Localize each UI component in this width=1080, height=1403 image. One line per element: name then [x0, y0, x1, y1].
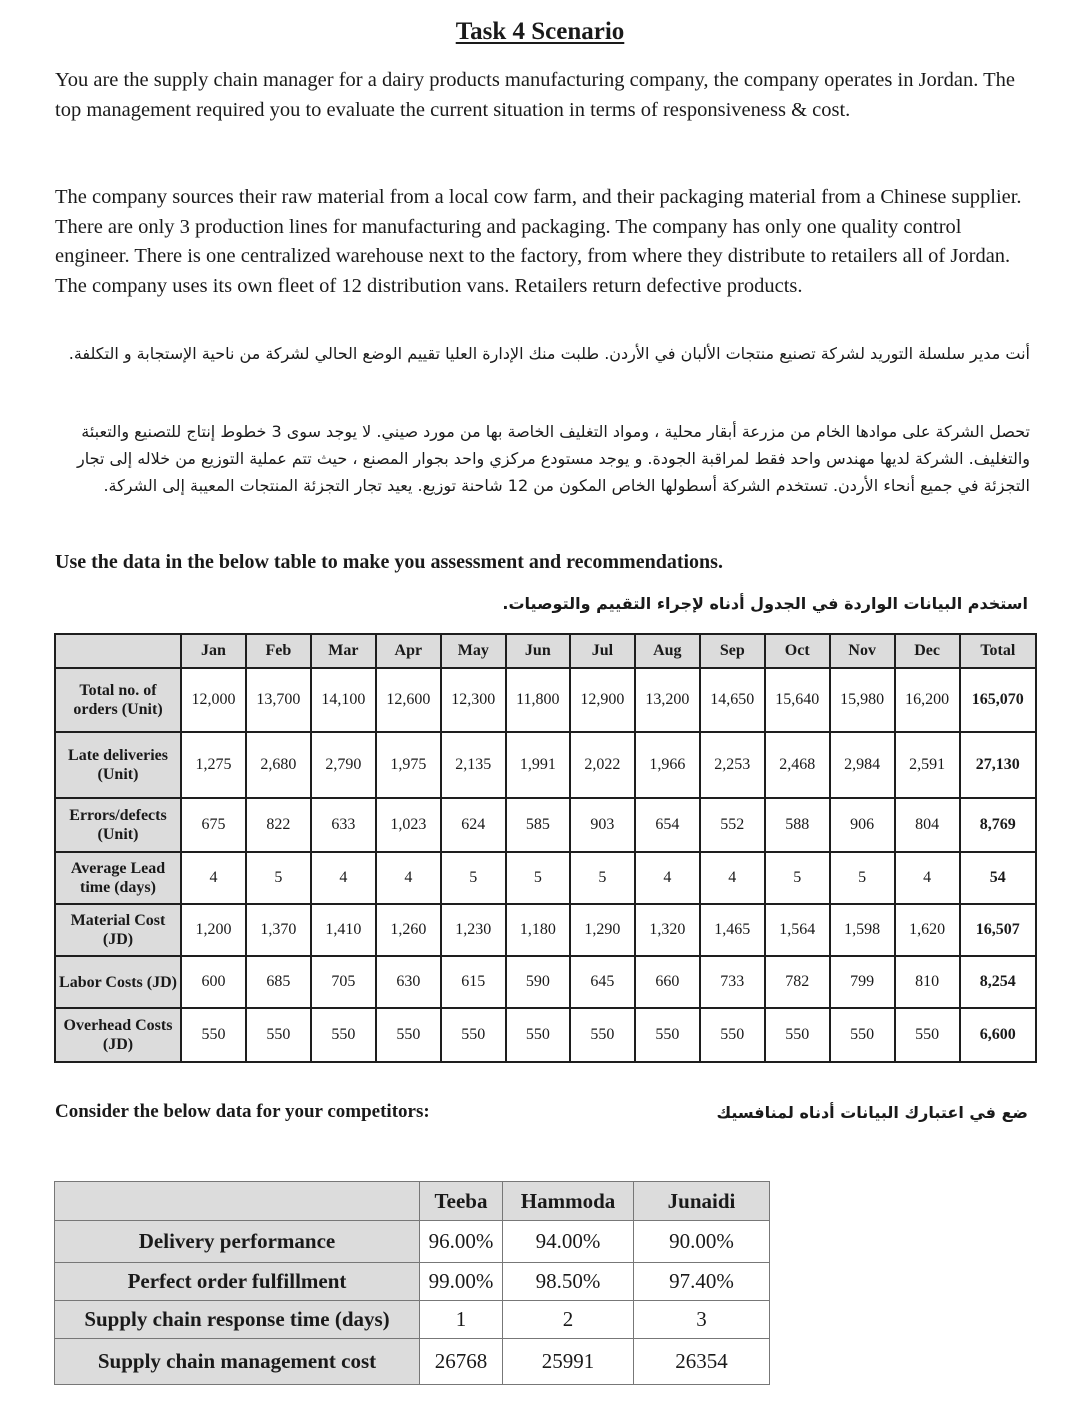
data-cell: 4 [181, 852, 246, 904]
data-cell: 810 [895, 956, 960, 1008]
data-cell: 906 [830, 798, 895, 852]
data-cell: 4 [376, 852, 441, 904]
header-cell: Jun [506, 634, 570, 668]
data-cell: 550 [635, 1008, 700, 1062]
data-cell: 550 [895, 1008, 960, 1062]
table-row [55, 1301, 770, 1339]
data-cell: 804 [895, 798, 960, 852]
row-label: Perfect order fulfillment [55, 1263, 420, 1301]
data-cell: 1,966 [635, 732, 700, 798]
data-cell: 1,290 [570, 904, 635, 956]
data-cell: 2,468 [765, 732, 830, 798]
competitors-intro-en: Consider the below data for your competitors: [55, 1101, 430, 1122]
row-label: Material Cost (JD) [55, 904, 181, 956]
total-cell: 8,254 [960, 956, 1036, 1008]
row-label: Overhead Costs (JD) [55, 1008, 181, 1062]
data-cell: 12,900 [570, 668, 635, 732]
header-cell: Sep [700, 634, 765, 668]
header-cell: Aug [635, 634, 700, 668]
data-cell: 98.50% [503, 1263, 634, 1301]
header-cell: Oct [765, 634, 830, 668]
data-cell: 25991 [503, 1339, 634, 1385]
data-cell: 90.00% [634, 1221, 770, 1263]
data-cell: 14,650 [700, 668, 765, 732]
data-cell: 5 [246, 852, 311, 904]
data-cell: 685 [246, 956, 311, 1008]
header-cell [55, 1182, 420, 1221]
table-row [55, 1008, 1036, 1062]
page-title [0, 18, 1080, 46]
table-row [55, 1221, 770, 1263]
table-header-row [55, 634, 1036, 668]
data-cell: 15,980 [830, 668, 895, 732]
data-cell: 552 [700, 798, 765, 852]
data-cell: 12,600 [376, 668, 441, 732]
data-cell: 1,260 [376, 904, 441, 956]
data-cell: 5 [830, 852, 895, 904]
data-cell: 4 [700, 852, 765, 904]
total-cell: 54 [960, 852, 1036, 904]
table-row [55, 668, 1036, 732]
data-cell: 645 [570, 956, 635, 1008]
data-cell: 5 [570, 852, 635, 904]
data-cell: 550 [830, 1008, 895, 1062]
data-cell: 624 [441, 798, 506, 852]
data-cell: 733 [700, 956, 765, 1008]
data-cell: 4 [635, 852, 700, 904]
data-cell: 2,135 [441, 732, 506, 798]
data-cell: 2,022 [570, 732, 635, 798]
header-cell: Hammoda [503, 1182, 634, 1221]
header-cell: Total [960, 634, 1036, 668]
data-cell: 1,180 [506, 904, 570, 956]
table-row [55, 732, 1036, 798]
data-cell: 3 [634, 1301, 770, 1339]
data-cell: 14,100 [311, 668, 376, 732]
intro-paragraph-en-2: The company sources their raw material from a local cow farm, and their packaging material from a Chinese supplier. There are only 3 production lines for manufacturing and packaging. The company has only one quality control engineer. There is one centralized warehouse next to the factory, from where they distribute to retailers all of Jordan. The company uses its own fleet of 12 distribution vans. Retailers return defective products. [55, 186, 1022, 297]
competitor-table [54, 1181, 770, 1385]
total-cell: 6,600 [960, 1008, 1036, 1062]
data-cell: 675 [181, 798, 246, 852]
data-cell: 550 [246, 1008, 311, 1062]
data-cell: 12,000 [181, 668, 246, 732]
data-cell: 15,640 [765, 668, 830, 732]
data-cell: 550 [376, 1008, 441, 1062]
data-cell: 26354 [634, 1339, 770, 1385]
data-cell: 1,370 [246, 904, 311, 956]
data-cell: 550 [181, 1008, 246, 1062]
data-cell: 1,620 [895, 904, 960, 956]
data-cell: 5 [506, 852, 570, 904]
header-cell: Teeba [420, 1182, 503, 1221]
header-cell: May [441, 634, 506, 668]
data-cell: 550 [570, 1008, 635, 1062]
data-cell: 550 [506, 1008, 570, 1062]
data-cell: 4 [895, 852, 960, 904]
row-label: Supply chain response time (days) [55, 1301, 420, 1339]
instruction-ar: استخدم البيانات الواردة في الجدول أدناه لإجراء التقييم والتوصيات. [502, 594, 1028, 613]
data-cell: 1 [420, 1301, 503, 1339]
data-cell: 630 [376, 956, 441, 1008]
data-cell: 5 [441, 852, 506, 904]
data-cell: 97.40% [634, 1263, 770, 1301]
row-label: Delivery performance [55, 1221, 420, 1263]
row-label: Labor Costs (JD) [55, 956, 181, 1008]
data-cell: 799 [830, 956, 895, 1008]
competitors-intro-ar: ضع في اعتبارك البيانات أدناه لمنافسيك [716, 1103, 1028, 1122]
data-cell: 550 [441, 1008, 506, 1062]
table-row [55, 904, 1036, 956]
monthly-data-table [54, 633, 1037, 1063]
total-cell: 16,507 [960, 904, 1036, 956]
header-cell: Dec [895, 634, 960, 668]
data-cell: 96.00% [420, 1221, 503, 1263]
table-row [55, 1339, 770, 1385]
data-cell: 2,790 [311, 732, 376, 798]
data-cell: 2,591 [895, 732, 960, 798]
total-cell: 165,070 [960, 668, 1036, 732]
header-cell: Mar [311, 634, 376, 668]
row-label: Total no. of orders (Unit) [55, 668, 181, 732]
competitor-header-row [55, 1182, 770, 1221]
row-label: Average Lead time (days) [55, 852, 181, 904]
data-cell: 1,465 [700, 904, 765, 956]
data-cell: 550 [765, 1008, 830, 1062]
data-cell: 12,300 [441, 668, 506, 732]
data-cell: 26768 [420, 1339, 503, 1385]
row-label: Supply chain management cost [55, 1339, 420, 1385]
header-cell: Jul [570, 634, 635, 668]
header-cell: Apr [376, 634, 441, 668]
header-cell: Nov [830, 634, 895, 668]
data-cell: 16,200 [895, 668, 960, 732]
data-cell: 4 [311, 852, 376, 904]
data-cell: 903 [570, 798, 635, 852]
data-cell: 2,984 [830, 732, 895, 798]
total-cell: 8,769 [960, 798, 1036, 852]
data-cell: 1,023 [376, 798, 441, 852]
data-cell: 550 [700, 1008, 765, 1062]
header-cell [55, 634, 181, 668]
data-cell: 94.00% [503, 1221, 634, 1263]
data-cell: 782 [765, 956, 830, 1008]
data-cell: 615 [441, 956, 506, 1008]
intro-paragraph-en-1: You are the supply chain manager for a dairy products manufacturing company, the company operates in Jordan. The top management required you to evaluate the current situation in terms of responsiveness & cost. [55, 69, 1015, 121]
data-cell: 11,800 [506, 668, 570, 732]
header-cell: Jan [181, 634, 246, 668]
table-row [55, 852, 1036, 904]
intro-paragraph-ar-2: تحصل الشركة على موادها الخام من مزرعة أبقار محلية ، ومواد التغليف الخاصة بها من مورد صيني. لا يوجد سوى 3 خطوط إنتاج للتصنيع والتعبئة والتغليف. الشركة لديها مهندس واحد فقط لمراقبة الجودة. و يوجد مستودع مركزي واحد بجوار المصنع ، حيث تتم عملية التوزيع من خلاله إلى تجار التجزئة في جميع أنحاء الأردن. تستخدم الشركة أسطولها الخاص المكون من 12 شاحنة توزيع. يعيد تجار التجزئة المنتجات المعيبة إلى الشركة. [77, 422, 1030, 495]
data-cell: 13,700 [246, 668, 311, 732]
table-row [55, 956, 1036, 1008]
data-cell: 660 [635, 956, 700, 1008]
header-cell: Feb [246, 634, 311, 668]
total-cell: 27,130 [960, 732, 1036, 798]
data-cell: 1,275 [181, 732, 246, 798]
header-cell: Junaidi [634, 1182, 770, 1221]
data-cell: 585 [506, 798, 570, 852]
table-row [55, 1263, 770, 1301]
data-cell: 1,410 [311, 904, 376, 956]
data-cell: 633 [311, 798, 376, 852]
data-cell: 1,598 [830, 904, 895, 956]
row-label: Late deliveries (Unit) [55, 732, 181, 798]
data-cell: 1,975 [376, 732, 441, 798]
data-cell: 1,320 [635, 904, 700, 956]
data-cell: 822 [246, 798, 311, 852]
data-cell: 654 [635, 798, 700, 852]
intro-paragraph-ar-1: أنت مدير سلسلة التوريد لشركة تصنيع منتجات الألبان في الأردن. طلبت منك الإدارة العليا تقييم الوضع الحالي لشركة من ناحية الإستجابة و التكلفة. [68, 344, 1030, 363]
instruction-en: Use the data in the below table to make you assessment and recommendations. [55, 551, 723, 573]
data-cell: 550 [311, 1008, 376, 1062]
data-cell: 99.00% [420, 1263, 503, 1301]
data-cell: 588 [765, 798, 830, 852]
data-cell: 2,253 [700, 732, 765, 798]
data-cell: 590 [506, 956, 570, 1008]
data-cell: 1,230 [441, 904, 506, 956]
data-cell: 1,564 [765, 904, 830, 956]
data-cell: 600 [181, 956, 246, 1008]
table-row [55, 798, 1036, 852]
row-label: Errors/defects (Unit) [55, 798, 181, 852]
data-cell: 2 [503, 1301, 634, 1339]
data-cell: 13,200 [635, 668, 700, 732]
data-cell: 705 [311, 956, 376, 1008]
data-cell: 1,200 [181, 904, 246, 956]
data-cell: 1,991 [506, 732, 570, 798]
page-title-text: Task 4 Scenario [455, 18, 625, 45]
data-cell: 5 [765, 852, 830, 904]
data-cell: 2,680 [246, 732, 311, 798]
